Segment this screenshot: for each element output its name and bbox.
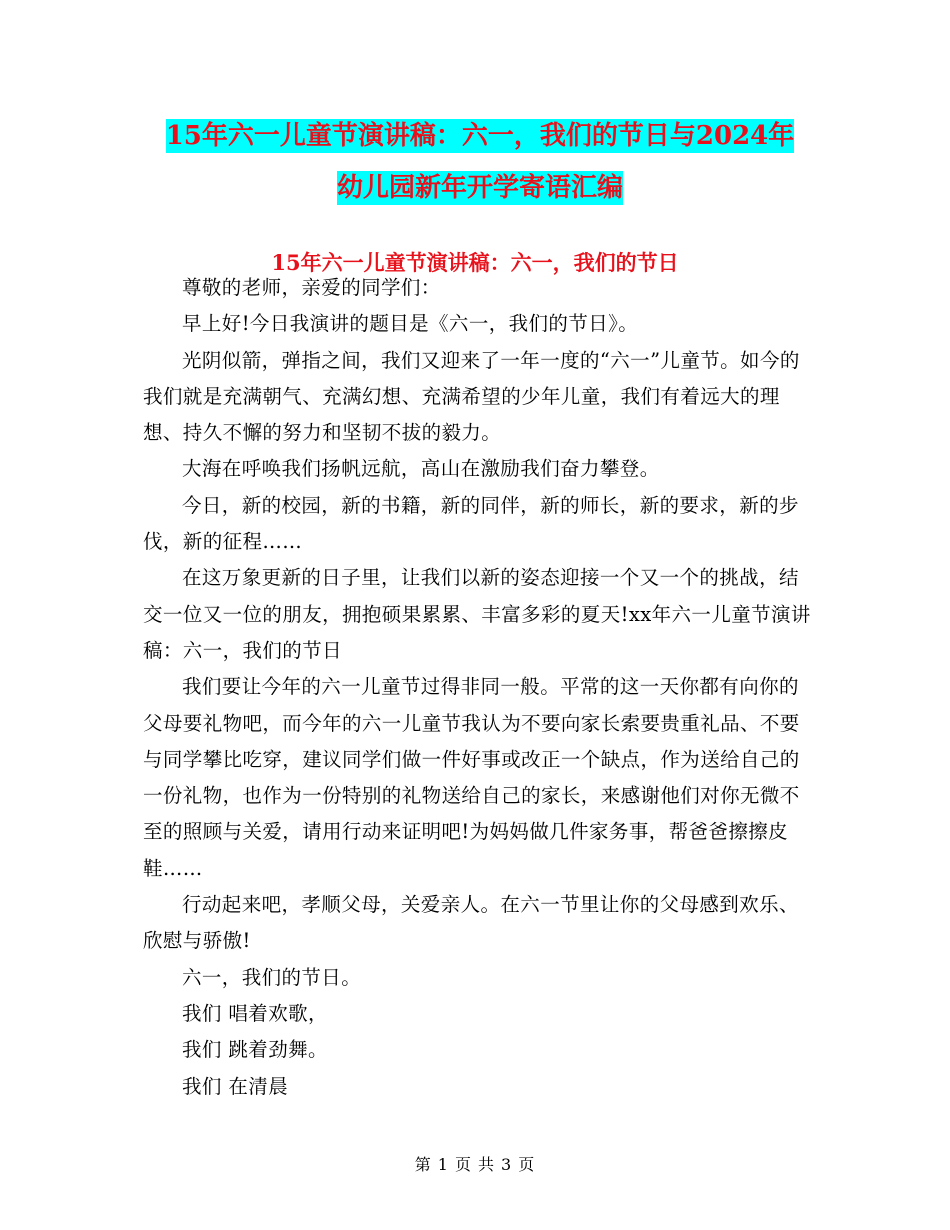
document-body [143,270,813,1105]
section-title: 15年六一儿童节演讲稿：六一，我们的节日 [271,250,679,275]
footer-label-unit: 页 [454,1155,472,1174]
paragraph: 我们 在清晨 [182,1074,289,1098]
footer-label-unit-2: 页 [518,1155,536,1174]
paragraph: 尊敬的老师，亲爱的同学们： [182,276,441,299]
paragraph: 早上好!今日我演讲的题目是《六一，我们的节日》。 [182,312,639,336]
paragraph: 我们要让今年的六一儿童节过得非同一般。平常的这一天你都有向你的父母要礼物吧，而今年的六一儿童节我认为不要向家长索要贵重礼品、不要与同学攀比吃穿，建议同学们做一件好事或改正一个缺点，作为送给自己的一份礼物，也作为一份特别的礼物送给自己的家长，来感谢他们对你无微不至的照顾与关爱，请用行动来证明吧!为妈妈做几件家务事，帮爸爸擦擦皮鞋…… [143,675,800,880]
title-line-2: 幼儿园新年开学寄语汇编 [336,173,623,203]
paragraph: 在这万象更新的日子里，让我们以新的姿态迎接一个又一个的挑战，结交一位又一位的朋友，拥抱硕果累累、丰富多彩的夏天!xx年六一儿童节演讲稿：六一，我们的节日 [143,566,811,662]
paragraph: 六一，我们的节日。 [182,965,362,989]
paragraph: 光阴似箭，弹指之间，我们又迎来了一年一度的“六一”儿童节。如今的我们就是充满朝气、充满幻想、充满希望的少年儿童，我们有着远大的理想、持久不懈的努力和坚韧不拔的毅力。 [143,348,800,445]
footer-total-pages: 3 [501,1155,513,1174]
document-title [130,110,830,214]
paragraph: 我们 跳着劲舞。 [182,1038,328,1062]
paragraph: 行动起来吧，孝顺父母，关爱亲人。在六一节里让你的父母感到欢乐、欣慰与骄傲! [143,893,799,953]
title-line-1: 15年六一儿童节演讲稿：六一，我们的节日与2024年 [165,121,795,151]
paragraph: 今日，新的校园，新的书籍，新的同伴，新的师长，新的要求，新的步伐，新的征程…… [143,493,799,554]
paragraph: 我们 唱着欢歌， [182,1001,328,1025]
footer-page-number: 1 [437,1155,449,1174]
page-footer [0,1154,950,1176]
footer-label-total: 共 [478,1155,496,1174]
footer-label-page: 第 [414,1155,432,1174]
paragraph: 大海在呼唤我们扬帆远航，高山在激励我们奋力攀登。 [182,457,660,481]
